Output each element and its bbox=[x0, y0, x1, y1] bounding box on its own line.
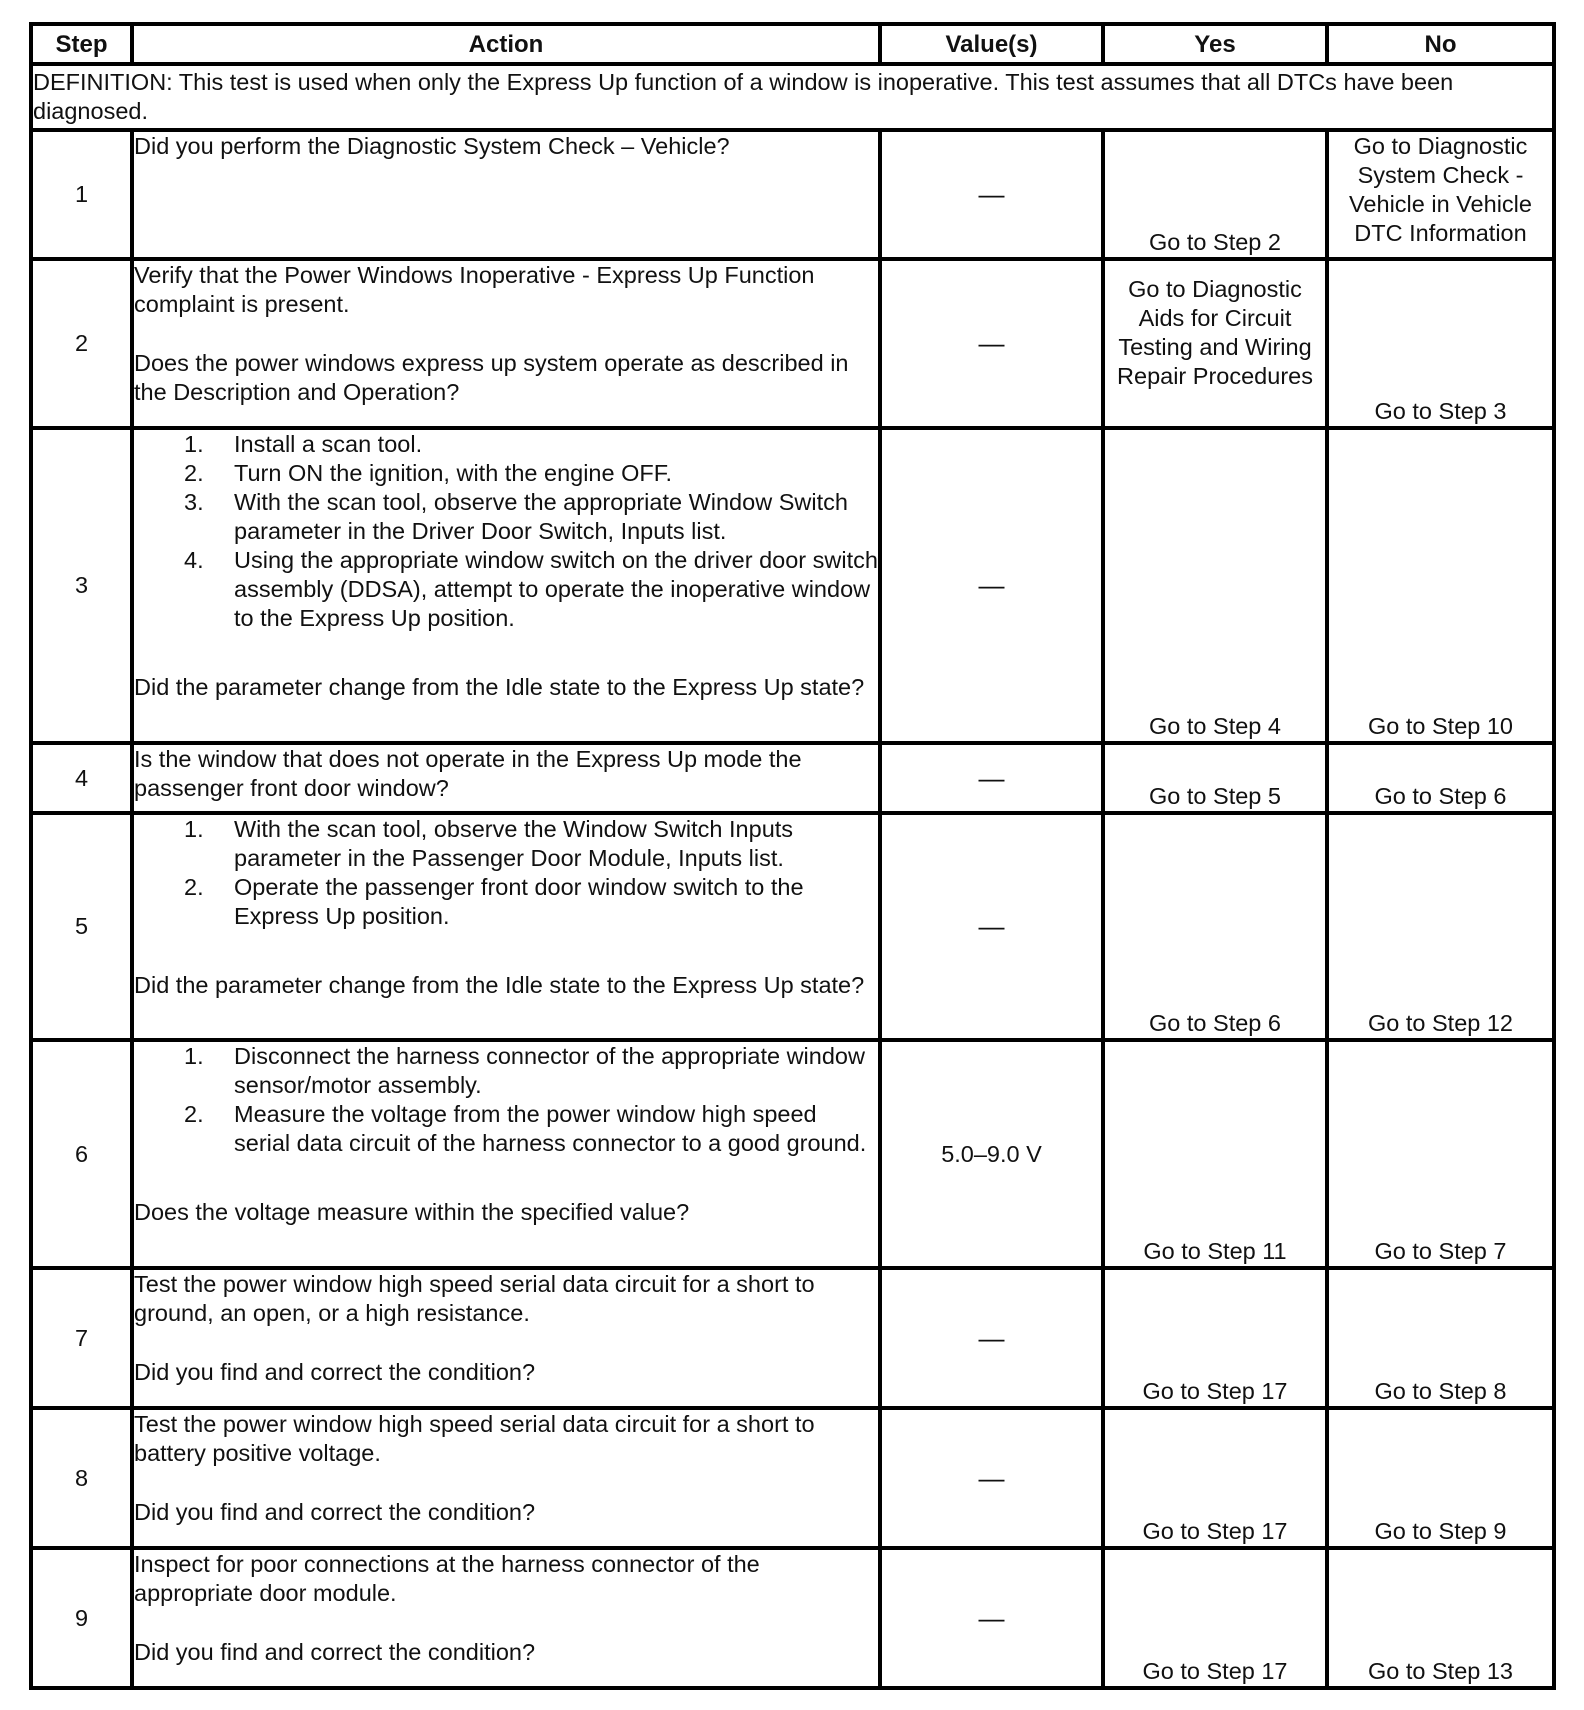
header-step: Step bbox=[31, 24, 132, 64]
yes-cell: Go to Step 6 bbox=[1103, 813, 1327, 1040]
yes-cell: Go to Step 17 bbox=[1103, 1408, 1327, 1548]
yes-cell: Go to Step 17 bbox=[1103, 1548, 1327, 1688]
no-cell: Go to Step 10 bbox=[1327, 428, 1554, 743]
action-question: Did you find and correct the condition? bbox=[134, 1499, 536, 1525]
table-row bbox=[31, 1040, 1554, 1268]
action-text: Test the power window high speed serial data circuit for a short to battery positive voltage. bbox=[134, 1411, 815, 1466]
action-cell bbox=[132, 428, 880, 743]
yes-cell: Go to Diagnostic Aids for Circuit Testing and Wiring Repair Procedures bbox=[1103, 259, 1327, 428]
no-cell: Go to Step 13 bbox=[1327, 1548, 1554, 1688]
no-cell: Go to Step 12 bbox=[1327, 813, 1554, 1040]
substep: 1. With the scan tool, observe the Window Switch Inputs parameter in the Passenger Door Module, Inputs list. bbox=[184, 816, 794, 871]
step-number: 7 bbox=[31, 1268, 132, 1408]
header-no: No bbox=[1327, 24, 1554, 64]
yes-cell: Go to Step 2 bbox=[1103, 130, 1327, 259]
step-number: 4 bbox=[31, 743, 132, 813]
substep-list bbox=[184, 815, 878, 931]
substep: 1. Install a scan tool. bbox=[184, 431, 423, 457]
substep: 2. Operate the passenger front door window switch to the Express Up position. bbox=[184, 874, 804, 929]
action-question: Did you find and correct the condition? bbox=[134, 1639, 536, 1665]
action-text: Test the power window high speed serial data circuit for a short to ground, an open, or a high resistance. bbox=[134, 1271, 815, 1326]
action-cell bbox=[132, 259, 880, 428]
substep: 3. With the scan tool, observe the appropriate Window Switch parameter in the Driver Door Switch, Inputs list. bbox=[184, 489, 848, 544]
action-cell bbox=[132, 743, 880, 813]
diagnostic-table bbox=[29, 22, 1556, 1690]
table-row bbox=[31, 743, 1554, 813]
value-cell: — bbox=[880, 1548, 1103, 1688]
no-cell: Go to Diagnostic System Check - Vehicle in Vehicle DTC Information bbox=[1327, 130, 1554, 259]
table-row bbox=[31, 259, 1554, 428]
table-row bbox=[31, 1548, 1554, 1688]
step-number: 1 bbox=[31, 130, 132, 259]
value-cell: — bbox=[880, 259, 1103, 428]
action-text: Inspect for poor connections at the harness connector of the appropriate door module. bbox=[134, 1551, 760, 1606]
action-cell bbox=[132, 813, 880, 1040]
action-text: Is the window that does not operate in the Express Up mode the passenger front door window? bbox=[134, 746, 802, 801]
action-cell bbox=[132, 1408, 880, 1548]
yes-cell: Go to Step 5 bbox=[1103, 743, 1327, 813]
step-number: 6 bbox=[31, 1040, 132, 1268]
no-cell: Go to Step 8 bbox=[1327, 1268, 1554, 1408]
table-row bbox=[31, 428, 1554, 743]
table-row bbox=[31, 130, 1554, 259]
action-question: Did the parameter change from the Idle state to the Express Up state? bbox=[134, 674, 865, 700]
step-number: 3 bbox=[31, 428, 132, 743]
table-row bbox=[31, 1408, 1554, 1548]
action-text: Verify that the Power Windows Inoperative - Express Up Function complaint is present. bbox=[134, 262, 815, 317]
header-row bbox=[31, 24, 1554, 64]
yes-cell: Go to Step 11 bbox=[1103, 1040, 1327, 1268]
value-cell: — bbox=[880, 1408, 1103, 1548]
action-question: Did the parameter change from the Idle state to the Express Up state? bbox=[134, 972, 865, 998]
header-yes: Yes bbox=[1103, 24, 1327, 64]
value-cell: 5.0–9.0 V bbox=[880, 1040, 1103, 1268]
action-cell bbox=[132, 1040, 880, 1268]
no-cell: Go to Step 9 bbox=[1327, 1408, 1554, 1548]
action-cell bbox=[132, 1268, 880, 1408]
substep-list bbox=[184, 1042, 878, 1158]
substep: 2. Measure the voltage from the power window high speed serial data circuit of the harness connector to a good ground. bbox=[184, 1101, 867, 1156]
definition-text: DEFINITION: This test is used when only the Express Up function of a window is inoperative. This test assumes that all DTCs have been diagnosed. bbox=[31, 64, 1554, 130]
step-number: 8 bbox=[31, 1408, 132, 1548]
yes-cell: Go to Step 17 bbox=[1103, 1268, 1327, 1408]
action-question: Does the power windows express up system operate as described in the Description and Operation? bbox=[134, 350, 849, 405]
step-number: 9 bbox=[31, 1548, 132, 1688]
no-cell: Go to Step 6 bbox=[1327, 743, 1554, 813]
substep-list bbox=[184, 430, 878, 633]
table-row bbox=[31, 1268, 1554, 1408]
table-row bbox=[31, 813, 1554, 1040]
value-cell: — bbox=[880, 1268, 1103, 1408]
action-cell bbox=[132, 130, 880, 259]
value-cell: — bbox=[880, 813, 1103, 1040]
action-text: Did you perform the Diagnostic System Check – Vehicle? bbox=[134, 133, 730, 159]
value-cell: — bbox=[880, 428, 1103, 743]
action-question: Does the voltage measure within the specified value? bbox=[134, 1199, 690, 1225]
step-number: 2 bbox=[31, 259, 132, 428]
step-number: 5 bbox=[31, 813, 132, 1040]
substep: 1. Disconnect the harness connector of the appropriate window sensor/motor assembly. bbox=[184, 1043, 865, 1098]
header-values: Value(s) bbox=[880, 24, 1103, 64]
substep: 4. Using the appropriate window switch on the driver door switch assembly (DDSA), attempt to operate the inoperative window to the Express Up position. bbox=[184, 547, 878, 631]
action-cell bbox=[132, 1548, 880, 1688]
yes-cell: Go to Step 4 bbox=[1103, 428, 1327, 743]
no-cell: Go to Step 7 bbox=[1327, 1040, 1554, 1268]
action-question: Did you find and correct the condition? bbox=[134, 1359, 536, 1385]
no-cell: Go to Step 3 bbox=[1327, 259, 1554, 428]
value-cell: — bbox=[880, 743, 1103, 813]
definition-row bbox=[31, 64, 1554, 130]
value-cell: — bbox=[880, 130, 1103, 259]
header-action: Action bbox=[132, 24, 880, 64]
substep: 2. Turn ON the ignition, with the engine OFF. bbox=[184, 460, 673, 486]
